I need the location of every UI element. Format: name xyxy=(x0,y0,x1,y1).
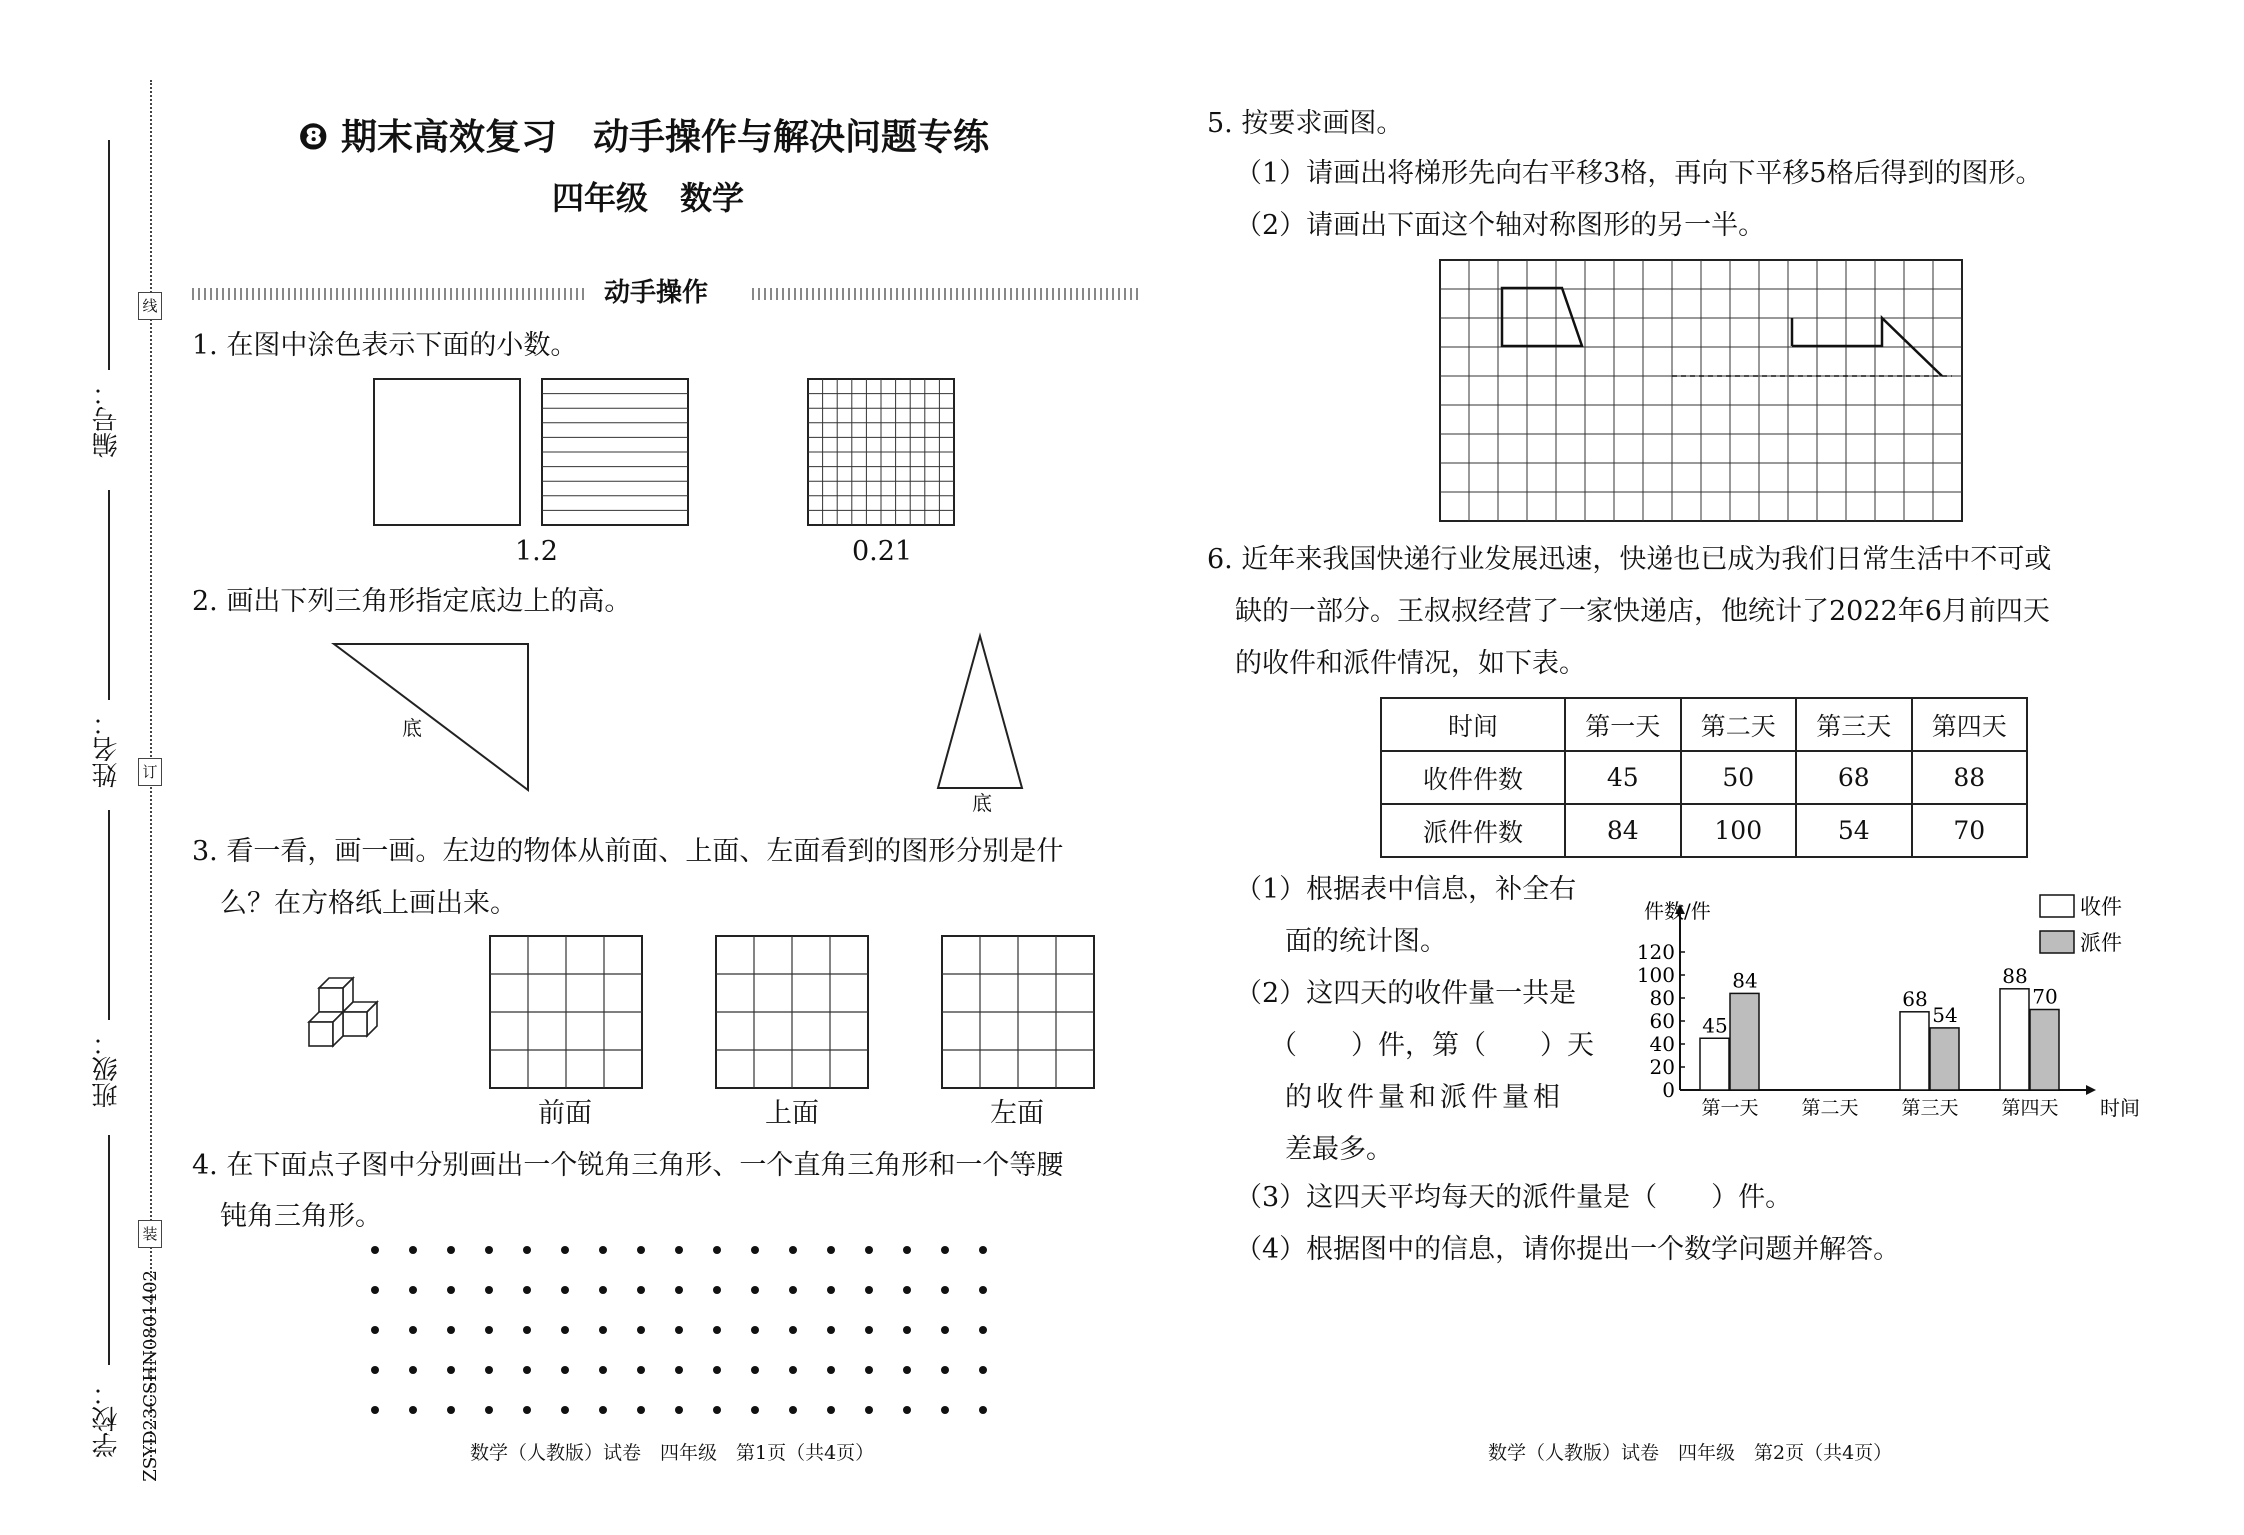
q1-label-a: 1.2 xyxy=(515,536,558,567)
table-cell: 派件件数 xyxy=(1381,804,1565,857)
binding-margin xyxy=(0,0,160,1535)
bar-value-label: 84 xyxy=(1732,968,1758,993)
legend-label: 派件 xyxy=(2080,931,2122,955)
bar-value-label: 45 xyxy=(1702,1013,1728,1038)
mark-xian: 线 xyxy=(138,292,162,320)
field-label-xingming: 姓名： xyxy=(92,710,122,788)
q1-label-b: 0.21 xyxy=(852,536,913,567)
bar-received xyxy=(1900,1012,1929,1090)
section-rule-right xyxy=(752,288,1140,300)
bar-received xyxy=(2000,989,2029,1090)
q3-view-top: 上面 xyxy=(765,1098,819,1129)
field-line-xingming[interactable] xyxy=(108,490,110,700)
q6-sub3: （3）这四天平均每天的派件量是（ ）件。 xyxy=(1235,1182,1793,1213)
mark-zhuang: 装 xyxy=(138,1220,162,1248)
bar-dispatched xyxy=(1730,993,1759,1090)
legend-swatch xyxy=(2040,895,2074,917)
table-cell: 68 xyxy=(1796,751,1912,804)
q5-grid[interactable] xyxy=(1438,258,1968,528)
table-cell: 收件件数 xyxy=(1381,751,1565,804)
q3-stem-line1: 3. 看一看，画一画。左边的物体从前面、上面、左面看到的图形分别是什 xyxy=(192,836,1064,867)
q6-sub1-line2: 面的统计图。 xyxy=(1285,926,1447,957)
table-header-cell: 第一天 xyxy=(1565,698,1681,751)
y-tick-label: 80 xyxy=(1649,986,1675,1010)
table-row xyxy=(1381,804,2027,857)
page-title: ❽ 期末高效复习 动手操作与解决问题专练 xyxy=(298,117,990,158)
q4-stem-line1: 4. 在下面点子图中分别画出一个锐角三角形、一个直角三角形和一个等腰 xyxy=(192,1150,1064,1181)
q5-part1: （1）请画出将梯形先向右平移3格，再向下平移5格后得到的图形。 xyxy=(1235,158,2043,189)
y-tick-label: 40 xyxy=(1649,1032,1675,1056)
table-cell: 45 xyxy=(1565,751,1681,804)
q6-stem-line2: 缺的一部分。王叔叔经营了一家快递店，他统计了2022年6月前四天 xyxy=(1235,596,2050,627)
field-line-xuexiao[interactable] xyxy=(108,1135,110,1365)
x-tick-label: 第四天 xyxy=(2001,1097,2059,1119)
q3-grids[interactable] xyxy=(488,934,1098,1092)
bar-value-label: 88 xyxy=(2002,963,2028,988)
mark-ding: 订 xyxy=(138,758,162,786)
exam-code: ZSYD23CSHN0801402 xyxy=(140,1270,161,1482)
bar-received xyxy=(1700,1038,1729,1090)
footer-left: 数学（人教版）试卷 四年级 第1页（共4页） xyxy=(470,1442,875,1464)
q1-figures[interactable] xyxy=(370,375,1000,530)
bar-dispatched xyxy=(2030,1010,2059,1091)
q6-sub2-line3: 的收件量和派件量相 xyxy=(1285,1082,1564,1113)
express-table xyxy=(1380,697,2028,858)
y-tick-label: 100 xyxy=(1636,963,1675,987)
bar-dispatched xyxy=(1930,1028,1959,1090)
q6-stem-line1: 6. 近年来我国快递行业发展迅速，快递也已成为我们日常生活中不可或 xyxy=(1207,544,2052,575)
table-row xyxy=(1381,751,2027,804)
q3-stem-line2: 么？在方格纸上画出来。 xyxy=(220,888,517,919)
q6-sub2-line1: （2）这四天的收件量一共是 xyxy=(1235,978,1577,1009)
table-row xyxy=(1381,698,2027,751)
y-tick-label: 60 xyxy=(1649,1009,1675,1033)
table-cell: 70 xyxy=(1912,804,2028,857)
table-header-cell: 第三天 xyxy=(1796,698,1912,751)
field-line-bianhao[interactable] xyxy=(108,140,110,370)
table-header-cell: 时间 xyxy=(1381,698,1565,751)
x-tick-label: 第三天 xyxy=(1901,1097,1959,1119)
table-cell: 84 xyxy=(1565,804,1681,857)
y-tick-label: 120 xyxy=(1636,940,1675,964)
x-tick-label: 第一天 xyxy=(1701,1097,1759,1119)
q6-sub1-line1: （1）根据表中信息，补全右 xyxy=(1235,874,1577,905)
field-label-xuexiao: 学校： xyxy=(92,1380,122,1458)
q2-triangles[interactable] xyxy=(330,630,1050,800)
dot-grid[interactable] xyxy=(365,1240,1015,1430)
q6-sub4: （4）根据图中的信息，请你提出一个数学问题并解答。 xyxy=(1235,1234,1901,1265)
x-tick-label: 第二天 xyxy=(1801,1097,1859,1119)
q2-stem: 2. 画出下列三角形指定底边上的高。 xyxy=(192,586,632,617)
q5-stem: 5. 按要求画图。 xyxy=(1207,108,1404,139)
q6-stem-line3: 的收件和派件情况，如下表。 xyxy=(1235,648,1586,679)
y-axis-label: 件数/件 xyxy=(1644,899,1711,923)
x-axis-arrow xyxy=(2086,1085,2096,1095)
legend-label: 收件 xyxy=(2080,895,2122,919)
y-tick-label: 0 xyxy=(1662,1078,1675,1102)
field-label-bianhao: 编号： xyxy=(92,380,122,458)
express-bar-chart[interactable] xyxy=(1620,880,2140,1130)
q2-base-label-2: 底 xyxy=(972,791,992,815)
q2-base-label-1: 底 xyxy=(402,716,422,740)
table-cell: 50 xyxy=(1681,751,1797,804)
page-subtitle: 四年级 数学 xyxy=(552,179,745,217)
q3-view-left: 左面 xyxy=(990,1098,1044,1129)
table-cell: 54 xyxy=(1796,804,1912,857)
y-tick-label: 20 xyxy=(1649,1055,1675,1079)
q6-sub2-line4: 差最多。 xyxy=(1285,1134,1393,1165)
q4-stem-line2: 钝角三角形。 xyxy=(220,1201,382,1232)
table-header-cell: 第二天 xyxy=(1681,698,1797,751)
table-header-cell: 第四天 xyxy=(1912,698,2028,751)
bar-value-label: 54 xyxy=(1932,1002,1958,1027)
q6-sub2-line2: （ ）件，第（ ）天 xyxy=(1270,1030,1594,1061)
table-cell: 88 xyxy=(1912,751,2028,804)
section-title: 动手操作 xyxy=(604,278,709,308)
q5-part2: （2）请画出下面这个轴对称图形的另一半。 xyxy=(1235,210,1766,241)
bar-value-label: 68 xyxy=(1902,986,1928,1011)
footer-right: 数学（人教版）试卷 四年级 第2页（共4页） xyxy=(1488,1442,1893,1464)
field-label-banji: 班级： xyxy=(92,1030,122,1108)
section-rule-left xyxy=(192,288,587,300)
x-axis-label: 时间 xyxy=(2100,1096,2140,1120)
q1-stem: 1. 在图中涂色表示下面的小数。 xyxy=(192,330,578,361)
field-line-banji[interactable] xyxy=(108,810,110,1020)
table-cell: 100 xyxy=(1681,804,1797,857)
q3-view-front: 前面 xyxy=(538,1098,592,1129)
cube-object xyxy=(305,970,395,1055)
bar-value-label: 70 xyxy=(2032,984,2058,1009)
legend-swatch xyxy=(2040,931,2074,953)
